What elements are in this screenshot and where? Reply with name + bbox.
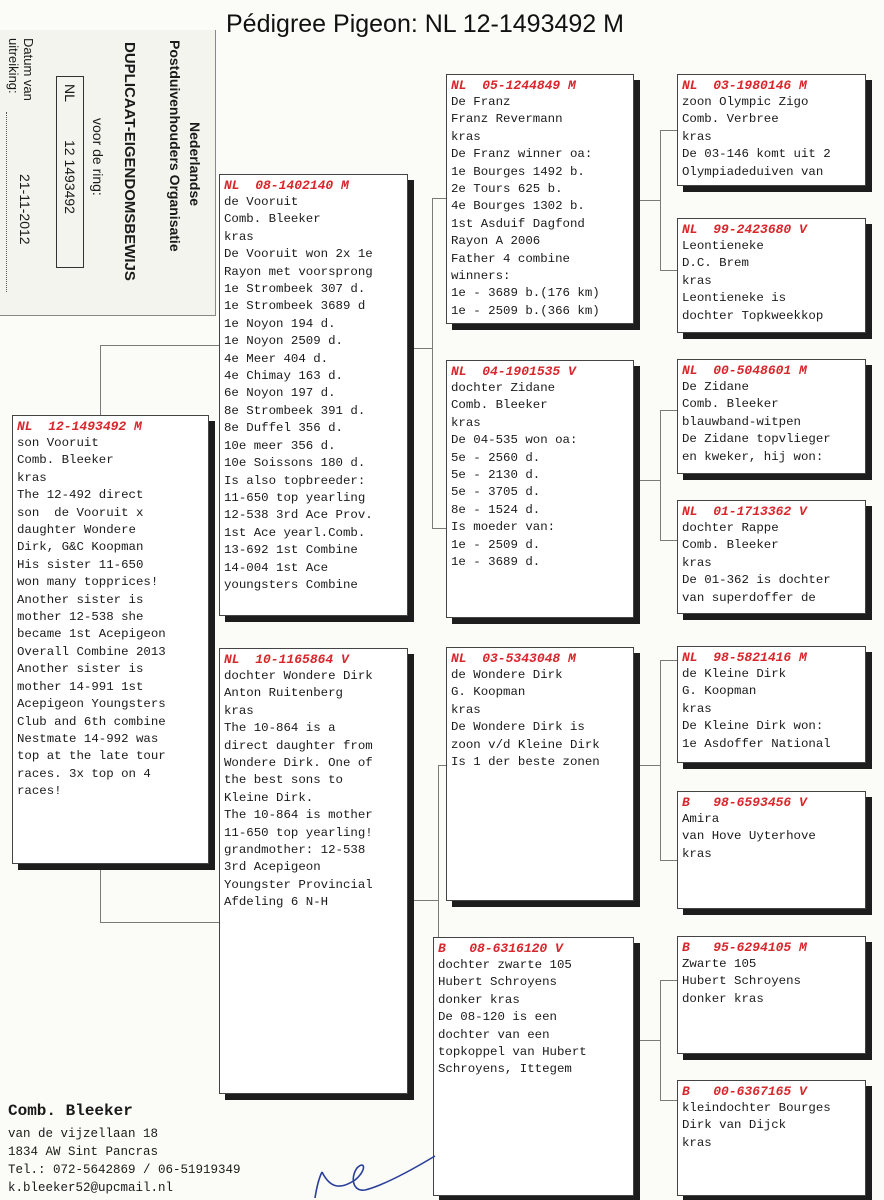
- pigeon-box-ds: [446, 647, 634, 901]
- card-org-line1: Nederlandse: [187, 122, 203, 207]
- pigeon-info-line: 5e - 3705 d.: [451, 485, 541, 500]
- pigeon-ring-number: NL 99-2423680 V: [682, 222, 807, 237]
- pigeon-info-line: Comb. Bleeker: [17, 453, 114, 468]
- pigeon-info-line: de Kleine Dirk: [682, 667, 787, 681]
- pigeon-info-line: 1e - 3689 d.: [451, 555, 541, 570]
- pigeon-info-line: 3rd Acepigeon: [224, 860, 321, 875]
- pigeon-box-ssd: [677, 218, 866, 333]
- pigeon-info-line: races!: [17, 784, 62, 799]
- pigeon-info-line: Father 4 combine: [451, 251, 570, 266]
- pigeon-info-line: Club and 6th combine: [17, 714, 166, 729]
- pigeon-info-line: Zwarte 105: [682, 957, 757, 971]
- pigeon-info-line: 4e Meer 404 d.: [224, 351, 329, 366]
- pigeon-info-line: won many topprices!: [17, 575, 159, 590]
- pigeon-ring-number: NL 10-1165864 V: [224, 652, 349, 667]
- pigeon-info-line: De Wondere Dirk is: [451, 720, 585, 735]
- card-date-dots: [6, 112, 7, 292]
- pigeon-info-line: Schroyens, Ittegem: [438, 1062, 572, 1077]
- pigeon-ring-number: B 95-6294105 M: [682, 940, 807, 955]
- ownership-card: [0, 30, 216, 316]
- pigeon-info-line: kras: [682, 273, 712, 288]
- pigeon-info-line: 10e meer 356 d.: [224, 438, 336, 453]
- pigeon-info-line: kras: [682, 1135, 712, 1150]
- pigeon-info-line: kras: [451, 702, 481, 717]
- pigeon-info-line: De 08-120 is een: [438, 1010, 557, 1025]
- pigeon-info-line: de Vooruit: [224, 195, 299, 209]
- breeder-address1: van de vijzellaan 18: [8, 1127, 159, 1141]
- pigeon-ring-number: NL 04-1901535 V: [451, 364, 576, 379]
- pigeon-box-dam: [219, 648, 408, 1094]
- pigeon-info-line: Comb. Bleeker: [451, 398, 548, 413]
- pigeon-info-line: direct daughter from: [224, 738, 373, 753]
- pigeon-info-line: The 10-864 is mother: [224, 808, 373, 823]
- pigeon-ring-number: NL 03-5343048 M: [451, 651, 576, 666]
- pigeon-info-line: Anton Ruitenberg: [224, 686, 343, 701]
- pigeon-info-line: dochter Rappe: [682, 521, 779, 535]
- pigeon-info-line: dochter Topkweekkop: [682, 308, 824, 323]
- pigeon-info-line: zoon v/d Kleine Dirk: [451, 737, 600, 752]
- pigeon-info-line: topkoppel van Hubert: [438, 1045, 587, 1060]
- pigeon-info-line: 1e Strombeek 307 d.: [224, 282, 366, 297]
- pigeon-info-line: zoon Olympic Zigo: [682, 95, 809, 109]
- pigeon-info-line: Amira: [682, 812, 720, 826]
- pigeon-info-line: kras: [224, 229, 254, 244]
- pigeon-box-sss: [677, 74, 866, 186]
- pigeon-box-sd: [446, 360, 634, 618]
- signature: [295, 1150, 445, 1200]
- pigeon-info-line: De 03-146 komt uit 2: [682, 147, 831, 162]
- pigeon-info-line: Hubert Schroyens: [682, 974, 801, 989]
- pigeon-info-line: De Zidane: [682, 380, 749, 394]
- pigeon-info-line: son de Vooruit x: [17, 505, 144, 520]
- pigeon-info-line: De 01-362 is dochter: [682, 573, 831, 588]
- pigeon-info-line: blauwband-witpen: [682, 414, 801, 429]
- pigeon-info-line: The 12-492 direct: [17, 488, 144, 503]
- card-ring-country: NL: [62, 84, 78, 102]
- pigeon-info-line: son Vooruit: [17, 436, 99, 450]
- pigeon-info-line: 4e Bourges 1302 b.: [451, 199, 585, 214]
- pigeon-info-line: Comb. Bleeker: [682, 538, 779, 553]
- pigeon-info-line: dochter Zidane: [451, 381, 556, 395]
- pigeon-info-line: Rayon A 2006: [451, 234, 541, 249]
- pigeon-info-line: youngsters Combine: [224, 577, 358, 592]
- pigeon-info-line: top at the late tour: [17, 749, 166, 764]
- pigeon-box-sire: [219, 174, 408, 616]
- pigeon-info-line: 1e Strombeek 3689 d: [224, 299, 366, 314]
- pigeon-info-line: De Franz: [451, 95, 511, 109]
- pigeon-info-line: Is also topbreeder:: [224, 473, 366, 488]
- pigeon-info-line: 14-004 1st Ace: [224, 560, 329, 575]
- pigeon-info-line: 8e Duffel 356 d.: [224, 421, 343, 436]
- card-sub: voor de ring:: [90, 118, 106, 196]
- pigeon-info-line: kras: [682, 555, 712, 570]
- pigeon-info-line: 1e Noyon 2509 d.: [224, 334, 343, 349]
- pigeon-info-line: 11-650 top yearling: [224, 490, 366, 505]
- pigeon-info-line: De Franz winner oa:: [451, 147, 593, 162]
- pigeon-ring-number: NL 05-1244849 M: [451, 78, 576, 93]
- card-date-label: Datum van uitreiking:: [6, 38, 36, 101]
- pigeon-info-line: dochter Wondere Dirk: [224, 669, 373, 683]
- pigeon-info-line: became 1st Acepigeon: [17, 627, 166, 642]
- pigeon-info-line: Comb. Verbree: [682, 112, 779, 127]
- pigeon-info-line: De Vooruit won 2x 1e: [224, 247, 373, 262]
- pigeon-info-line: 1e Noyon 194 d.: [224, 316, 336, 331]
- pigeon-info-line: kras: [451, 415, 481, 430]
- pigeon-box-ddd: [677, 1080, 866, 1196]
- pigeon-ring-number: NL 03-1980146 M: [682, 78, 807, 93]
- pigeon-ring-number: B 08-6316120 V: [438, 941, 563, 956]
- pigeon-info-line: 6e Noyon 197 d.: [224, 386, 336, 401]
- pigeon-box-dd: [433, 937, 634, 1196]
- pigeon-info-line: Is 1 der beste zonen: [451, 755, 600, 770]
- pigeon-info-line: mother 12-538 she: [17, 610, 144, 625]
- pigeon-info-line: the best sons to: [224, 773, 343, 788]
- pigeon-info-line: 1e Asdoffer National: [682, 736, 831, 751]
- pigeon-info-line: kras: [451, 129, 481, 144]
- card-org-line2: Postduivenhouders Organisatie: [167, 40, 183, 252]
- pigeon-info-line: Leontieneke is: [682, 291, 787, 306]
- pigeon-info-line: Wondere Dirk. One of: [224, 756, 373, 771]
- pigeon-ring-number: NL 08-1402140 M: [224, 178, 349, 193]
- pigeon-info-line: G. Koopman: [682, 684, 757, 699]
- pigeon-info-line: 2e Tours 625 b.: [451, 182, 563, 197]
- pigeon-info-line: 4e Chimay 163 d.: [224, 369, 343, 384]
- pigeon-info-line: Another sister is: [17, 592, 144, 607]
- card-heading: DUPLICAAT-EIGENDOMSBEWIJS: [121, 42, 138, 281]
- pigeon-box-sds: [677, 359, 866, 474]
- pigeon-info-line: 12-538 3rd Ace Prov.: [224, 508, 373, 523]
- card-date-value: 21-11-2012: [17, 174, 33, 245]
- pigeon-ring-number: NL 00-5048601 M: [682, 363, 807, 378]
- pigeon-info-line: de Wondere Dirk: [451, 668, 563, 682]
- pigeon-info-line: Hubert Schroyens: [438, 975, 557, 990]
- pigeon-info-line: Comb. Bleeker: [224, 212, 321, 227]
- pigeon-info-line: 5e - 2560 d.: [451, 450, 541, 465]
- pigeon-info-line: 1e - 2509 b.(366 km): [451, 303, 600, 318]
- pigeon-box-dds: [677, 936, 866, 1054]
- pigeon-info-line: De Zidane topvlieger: [682, 432, 831, 447]
- pigeon-info-line: 1e - 2509 d.: [451, 537, 541, 552]
- pigeon-info-line: 11-650 top yearling!: [224, 825, 373, 840]
- pigeon-info-line: 13-692 1st Combine: [224, 543, 358, 558]
- pigeon-info-line: 1e - 3689 b.(176 km): [451, 286, 600, 301]
- pigeon-ring-number: NL 01-1713362 V: [682, 504, 807, 519]
- pigeon-info-line: van Hove Uyterhove: [682, 829, 816, 844]
- card-ring-number: 12 1493492: [62, 140, 78, 214]
- pigeon-info-line: His sister 11-650: [17, 557, 144, 572]
- pigeon-info-line: kras: [224, 703, 254, 718]
- pigeon-info-line: 1e Bourges 1492 b.: [451, 164, 585, 179]
- pigeon-info-line: Kleine Dirk.: [224, 790, 314, 805]
- pigeon-info-line: D.C. Brem: [682, 256, 749, 271]
- pigeon-info-line: Afdeling 6 N-H: [224, 895, 329, 910]
- pigeon-info-line: Nestmate 14-992 was: [17, 731, 159, 746]
- pigeon-info-line: Rayon met voorsprong: [224, 264, 373, 279]
- pigeon-info-line: Another sister is: [17, 662, 144, 677]
- pigeon-info-line: grandmother: 12-538: [224, 843, 366, 858]
- pigeon-info-line: kleindochter Bourges: [682, 1101, 831, 1115]
- pigeon-info-line: Is moeder van:: [451, 520, 556, 535]
- breeder-phone: Tel.: 072-5642869 / 06-51919349: [8, 1163, 241, 1177]
- pigeon-info-line: Dirk, G&C Koopman: [17, 540, 144, 555]
- pigeon-ring-number: NL 12-1493492 M: [17, 419, 142, 434]
- pigeon-box-dsd: [677, 791, 866, 909]
- pigeon-info-line: Acepigeon Youngsters: [17, 697, 166, 712]
- pigeon-info-line: Franz Revermann: [451, 112, 563, 127]
- pigeon-info-line: Comb. Bleeker: [682, 397, 779, 412]
- pigeon-info-line: G. Koopman: [451, 685, 526, 700]
- pigeon-box-subject: [12, 415, 209, 864]
- pigeon-box-ss: [446, 74, 634, 324]
- pigeon-box-sdd: [677, 500, 866, 614]
- pigeon-info-line: Olympiadeduiven van: [682, 164, 824, 179]
- pigeon-info-line: dochter van een: [438, 1027, 550, 1042]
- pigeon-info-line: donker kras: [438, 992, 520, 1007]
- pigeon-ring-number: NL 98-5821416 M: [682, 650, 807, 665]
- pigeon-info-line: 10e Soissons 180 d.: [224, 456, 366, 471]
- pigeon-info-line: winners:: [451, 269, 511, 284]
- pigeon-info-line: van superdoffer de: [682, 590, 816, 605]
- pigeon-info-line: De 04-535 won oa:: [451, 433, 578, 448]
- pigeon-info-line: The 10-864 is a: [224, 721, 336, 736]
- pigeon-info-line: daughter Wondere: [17, 523, 136, 538]
- pigeon-info-line: kras: [682, 701, 712, 716]
- pigeon-info-line: Overall Combine 2013: [17, 644, 166, 659]
- pigeon-info-line: kras: [682, 846, 712, 861]
- pigeon-info-line: 5e - 2130 d.: [451, 468, 541, 483]
- breeder-email: k.bleeker52@upcmail.nl: [8, 1181, 174, 1195]
- pigeon-info-line: races. 3x top on 4: [17, 766, 151, 781]
- page-title: Pédigree Pigeon: NL 12-1493492 M: [226, 10, 624, 38]
- breeder-address2: 1834 AW Sint Pancras: [8, 1145, 159, 1159]
- pigeon-box-dss: [677, 646, 866, 763]
- pigeon-ring-number: B 00-6367165 V: [682, 1084, 807, 1099]
- pigeon-info-line: Dirk van Dijck: [682, 1118, 787, 1133]
- pigeon-info-line: en kweker, hij won:: [682, 449, 824, 464]
- pigeon-info-line: De Kleine Dirk won:: [682, 719, 824, 734]
- pigeon-info-line: kras: [682, 129, 712, 144]
- pigeon-info-line: Youngster Provincial: [224, 877, 373, 892]
- pigeon-info-line: Leontieneke: [682, 239, 764, 253]
- pigeon-info-line: dochter zwarte 105: [438, 958, 572, 972]
- pigeon-info-line: 8e - 1524 d.: [451, 502, 541, 517]
- pigeon-ring-number: B 98-6593456 V: [682, 795, 807, 810]
- pigeon-info-line: donker kras: [682, 991, 764, 1006]
- pigeon-info-line: mother 14-991 1st: [17, 679, 144, 694]
- pigeon-info-line: 1st Asduif Dagfond: [451, 216, 585, 231]
- pigeon-info-line: 1st Ace yearl.Comb.: [224, 525, 366, 540]
- pigeon-info-line: kras: [17, 470, 47, 485]
- pigeon-info-line: 8e Strombeek 391 d.: [224, 403, 366, 418]
- breeder-name: Comb. Bleeker: [8, 1102, 133, 1120]
